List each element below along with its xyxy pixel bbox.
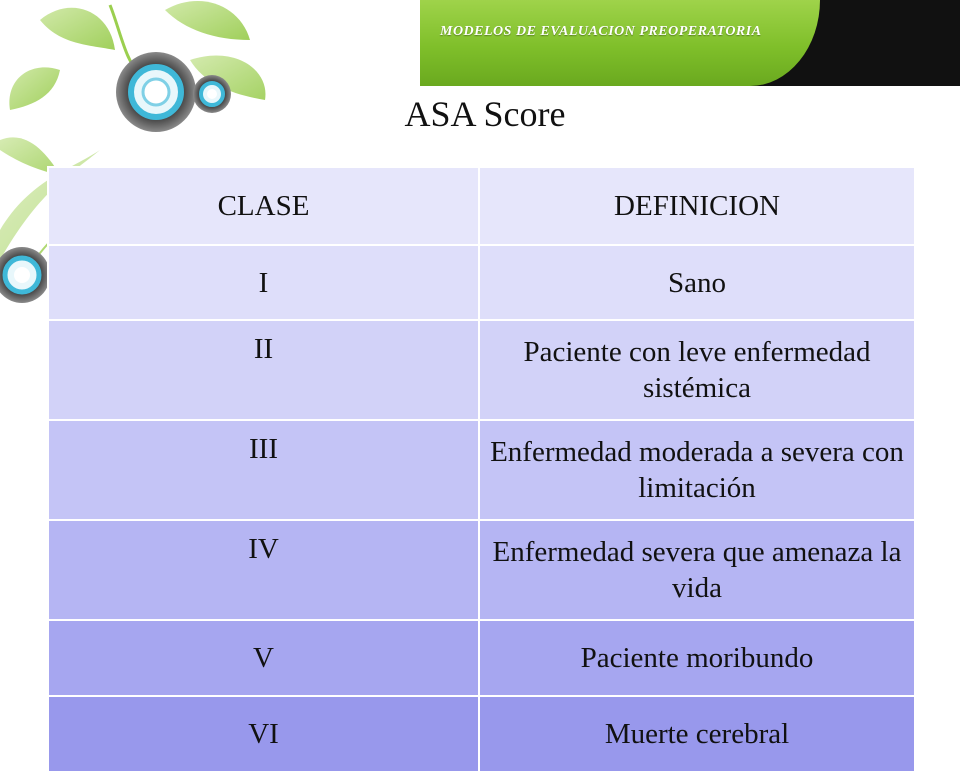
definicion-cell: Enfermedad moderada a severa con limitación — [479, 420, 915, 520]
definicion-cell: Enfermedad severa que amenaza la vida — [479, 520, 915, 620]
clase-cell: VI — [48, 696, 479, 772]
definicion-cell: Paciente moribundo — [479, 620, 915, 696]
table-row — [48, 320, 915, 420]
asa-table — [47, 166, 916, 773]
definicion-cell: Muerte cerebral — [479, 696, 915, 772]
clase-cell: I — [48, 245, 479, 320]
clase-cell: III — [48, 420, 479, 520]
header-definicion: DEFINICION — [479, 167, 915, 245]
clase-cell: II — [48, 320, 479, 420]
header-clase: CLASE — [48, 167, 479, 245]
table-row — [48, 620, 915, 696]
clase-cell: V — [48, 620, 479, 696]
table-row — [48, 245, 915, 320]
definicion-cell: Sano — [479, 245, 915, 320]
table-header-row — [48, 167, 915, 245]
header-banner-text: MODELOS DE EVALUACION PREOPERATORIA — [440, 24, 762, 39]
slide-title: ASA Score — [404, 94, 566, 134]
definicion-cell: Paciente con leve enfermedad sistémica — [479, 320, 915, 420]
clase-cell: IV — [48, 520, 479, 620]
cyan-ring-left-icon — [0, 247, 50, 303]
table-row — [48, 696, 915, 772]
table-row — [48, 520, 915, 620]
header-banner-green — [420, 0, 820, 86]
table-row — [48, 420, 915, 520]
